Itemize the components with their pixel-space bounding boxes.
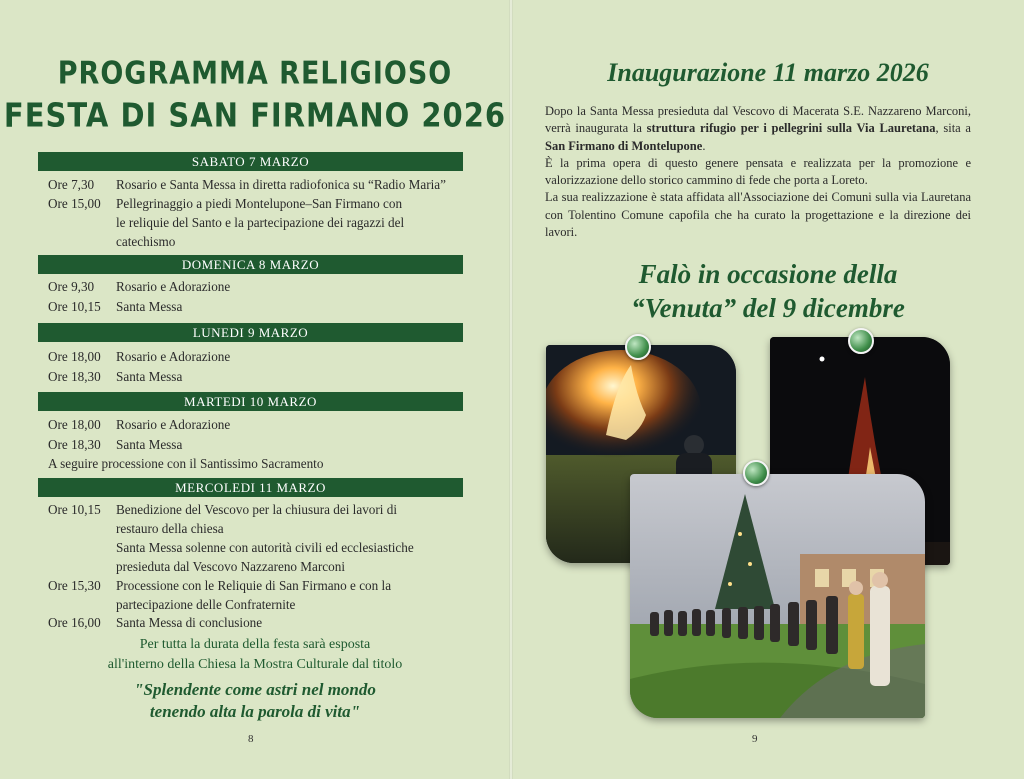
schedule-text: Santa Messa — [116, 437, 183, 452]
schedule-row — [48, 435, 182, 455]
schedule-text: Rosario e Adorazione — [116, 349, 231, 364]
text-bold: struttura rifugio per i pellegrini sulla Via Lauretana — [646, 121, 936, 136]
procession-note: A seguire processione con il Santissimo Sacramento — [48, 456, 324, 471]
page-number-right: 9 — [752, 733, 758, 745]
schedule-row — [48, 175, 446, 195]
schedule-time: Ore 10,15 — [48, 299, 101, 314]
day-header-sunday: DOMENICA 8 MARZO — [38, 255, 463, 274]
schedule-time: Ore 18,00 — [48, 349, 101, 364]
schedule-row — [48, 576, 391, 596]
schedule-continuation: le reliquie del Santo e la partecipazione dei ragazzi del — [116, 215, 405, 230]
inauguration-paragraph-1 — [545, 103, 971, 155]
inauguration-title: Inaugurazione 11 marzo 2026 — [607, 58, 929, 87]
inauguration-text — [545, 103, 971, 241]
schedule-time: Ore 16,00 — [48, 615, 101, 630]
schedule-time: Ore 18,30 — [48, 437, 101, 452]
text-bold: San Firmano di Montelupone — [545, 138, 703, 153]
schedule-time: Ore 18,00 — [48, 417, 101, 432]
schedule-text: Processione con le Reliquie di San Firmano e con la — [116, 578, 392, 593]
schedule-time: Ore 18,30 — [48, 369, 101, 384]
schedule-row — [48, 613, 262, 633]
schedule-time: Ore 10,15 — [48, 502, 101, 517]
schedule-text: Benedizione del Vescovo per la chiusura dei lavori di — [116, 502, 397, 517]
schedule-continuation: partecipazione delle Confraternite — [116, 597, 296, 612]
inauguration-paragraph-3: La sua realizzazione è stata affidata all'Associazione dei Comuni sulla via Lauretana con Tolentino Comune capofila che ha curato la progettazione e la direzione dei lavori. — [545, 190, 971, 240]
schedule-row — [48, 297, 182, 317]
schedule-row — [48, 347, 230, 367]
pushpin-icon — [625, 334, 651, 360]
schedule-text: Santa Messa di conclusione — [116, 615, 263, 630]
bonfire-subtitle-line1: Falò in occasione della — [638, 259, 898, 289]
schedule-row — [48, 194, 402, 214]
schedule-time: Ore 15,30 — [48, 578, 101, 593]
page-number-left: 8 — [248, 733, 254, 745]
procession-photo — [630, 474, 925, 718]
text-run: , sita a — [935, 121, 971, 136]
schedule-continuation: restauro della chiesa — [116, 521, 224, 536]
schedule-row — [48, 367, 182, 387]
schedule-continuation: presieduta dal Vescovo Nazzareno Marconi — [116, 559, 345, 574]
schedule-row — [48, 415, 230, 435]
schedule-time: Ore 7,30 — [48, 177, 95, 192]
schedule-text: Santa Messa — [116, 299, 183, 314]
pushpin-icon — [743, 460, 769, 486]
schedule-time: Ore 15,00 — [48, 196, 101, 211]
schedule-continuation: Santa Messa solenne con autorità civili ed ecclesiastiche — [116, 540, 414, 555]
schedule-row — [48, 500, 397, 520]
program-title-line2: FESTA DI SAN FIRMANO 2026 — [3, 95, 507, 135]
inauguration-paragraph-2: È la prima opera di questo genere pensata e realizzata per la promozione e valorizzazione dello storico cammino di fede che porta a Loreto. — [545, 155, 971, 188]
schedule-text: Rosario e Santa Messa in diretta radiofonica su “Radio Maria” — [116, 177, 446, 192]
procession-photo-art — [630, 474, 925, 718]
day-header-wednesday: MERCOLEDI 11 MARZO — [38, 478, 463, 497]
day-header-saturday: SABATO 7 MARZO — [38, 152, 463, 171]
day-header-monday: LUNEDI 9 MARZO — [38, 323, 463, 342]
exhibit-note-line2: all'interno della Chiesa la Mostra Culturale dal titolo — [107, 657, 403, 672]
day-header-tuesday: MARTEDI 10 MARZO — [38, 392, 463, 411]
schedule-text: Santa Messa — [116, 369, 183, 384]
schedule-text: Pellegrinaggio a piedi Montelupone–San Firmano con — [116, 196, 403, 211]
text-run: . — [702, 138, 706, 153]
schedule-continuation: catechismo — [116, 234, 176, 249]
text-run: Dopo la Santa Messa presieduta dal Vescovo di Macerata S.E. Nazzareno Marconi, verrà inaugurata la — [545, 104, 971, 136]
bonfire-subtitle-line2: “Venuta” del 9 dicembre — [631, 293, 905, 323]
schedule-text: Rosario e Adorazione — [116, 417, 231, 432]
exhibit-title-line2: tenendo alta la parola di vita" — [149, 702, 361, 721]
schedule-time: Ore 9,30 — [48, 279, 95, 294]
exhibit-title-line1: "Splendente come astri nel mondo — [134, 680, 376, 699]
schedule-row — [48, 277, 230, 297]
pushpin-icon — [848, 328, 874, 354]
program-title-line1: PROGRAMMA RELIGIOSO — [57, 55, 453, 92]
exhibit-note-line1: Per tutta la durata della festa sarà esposta — [139, 637, 371, 652]
schedule-text: Rosario e Adorazione — [116, 279, 231, 294]
